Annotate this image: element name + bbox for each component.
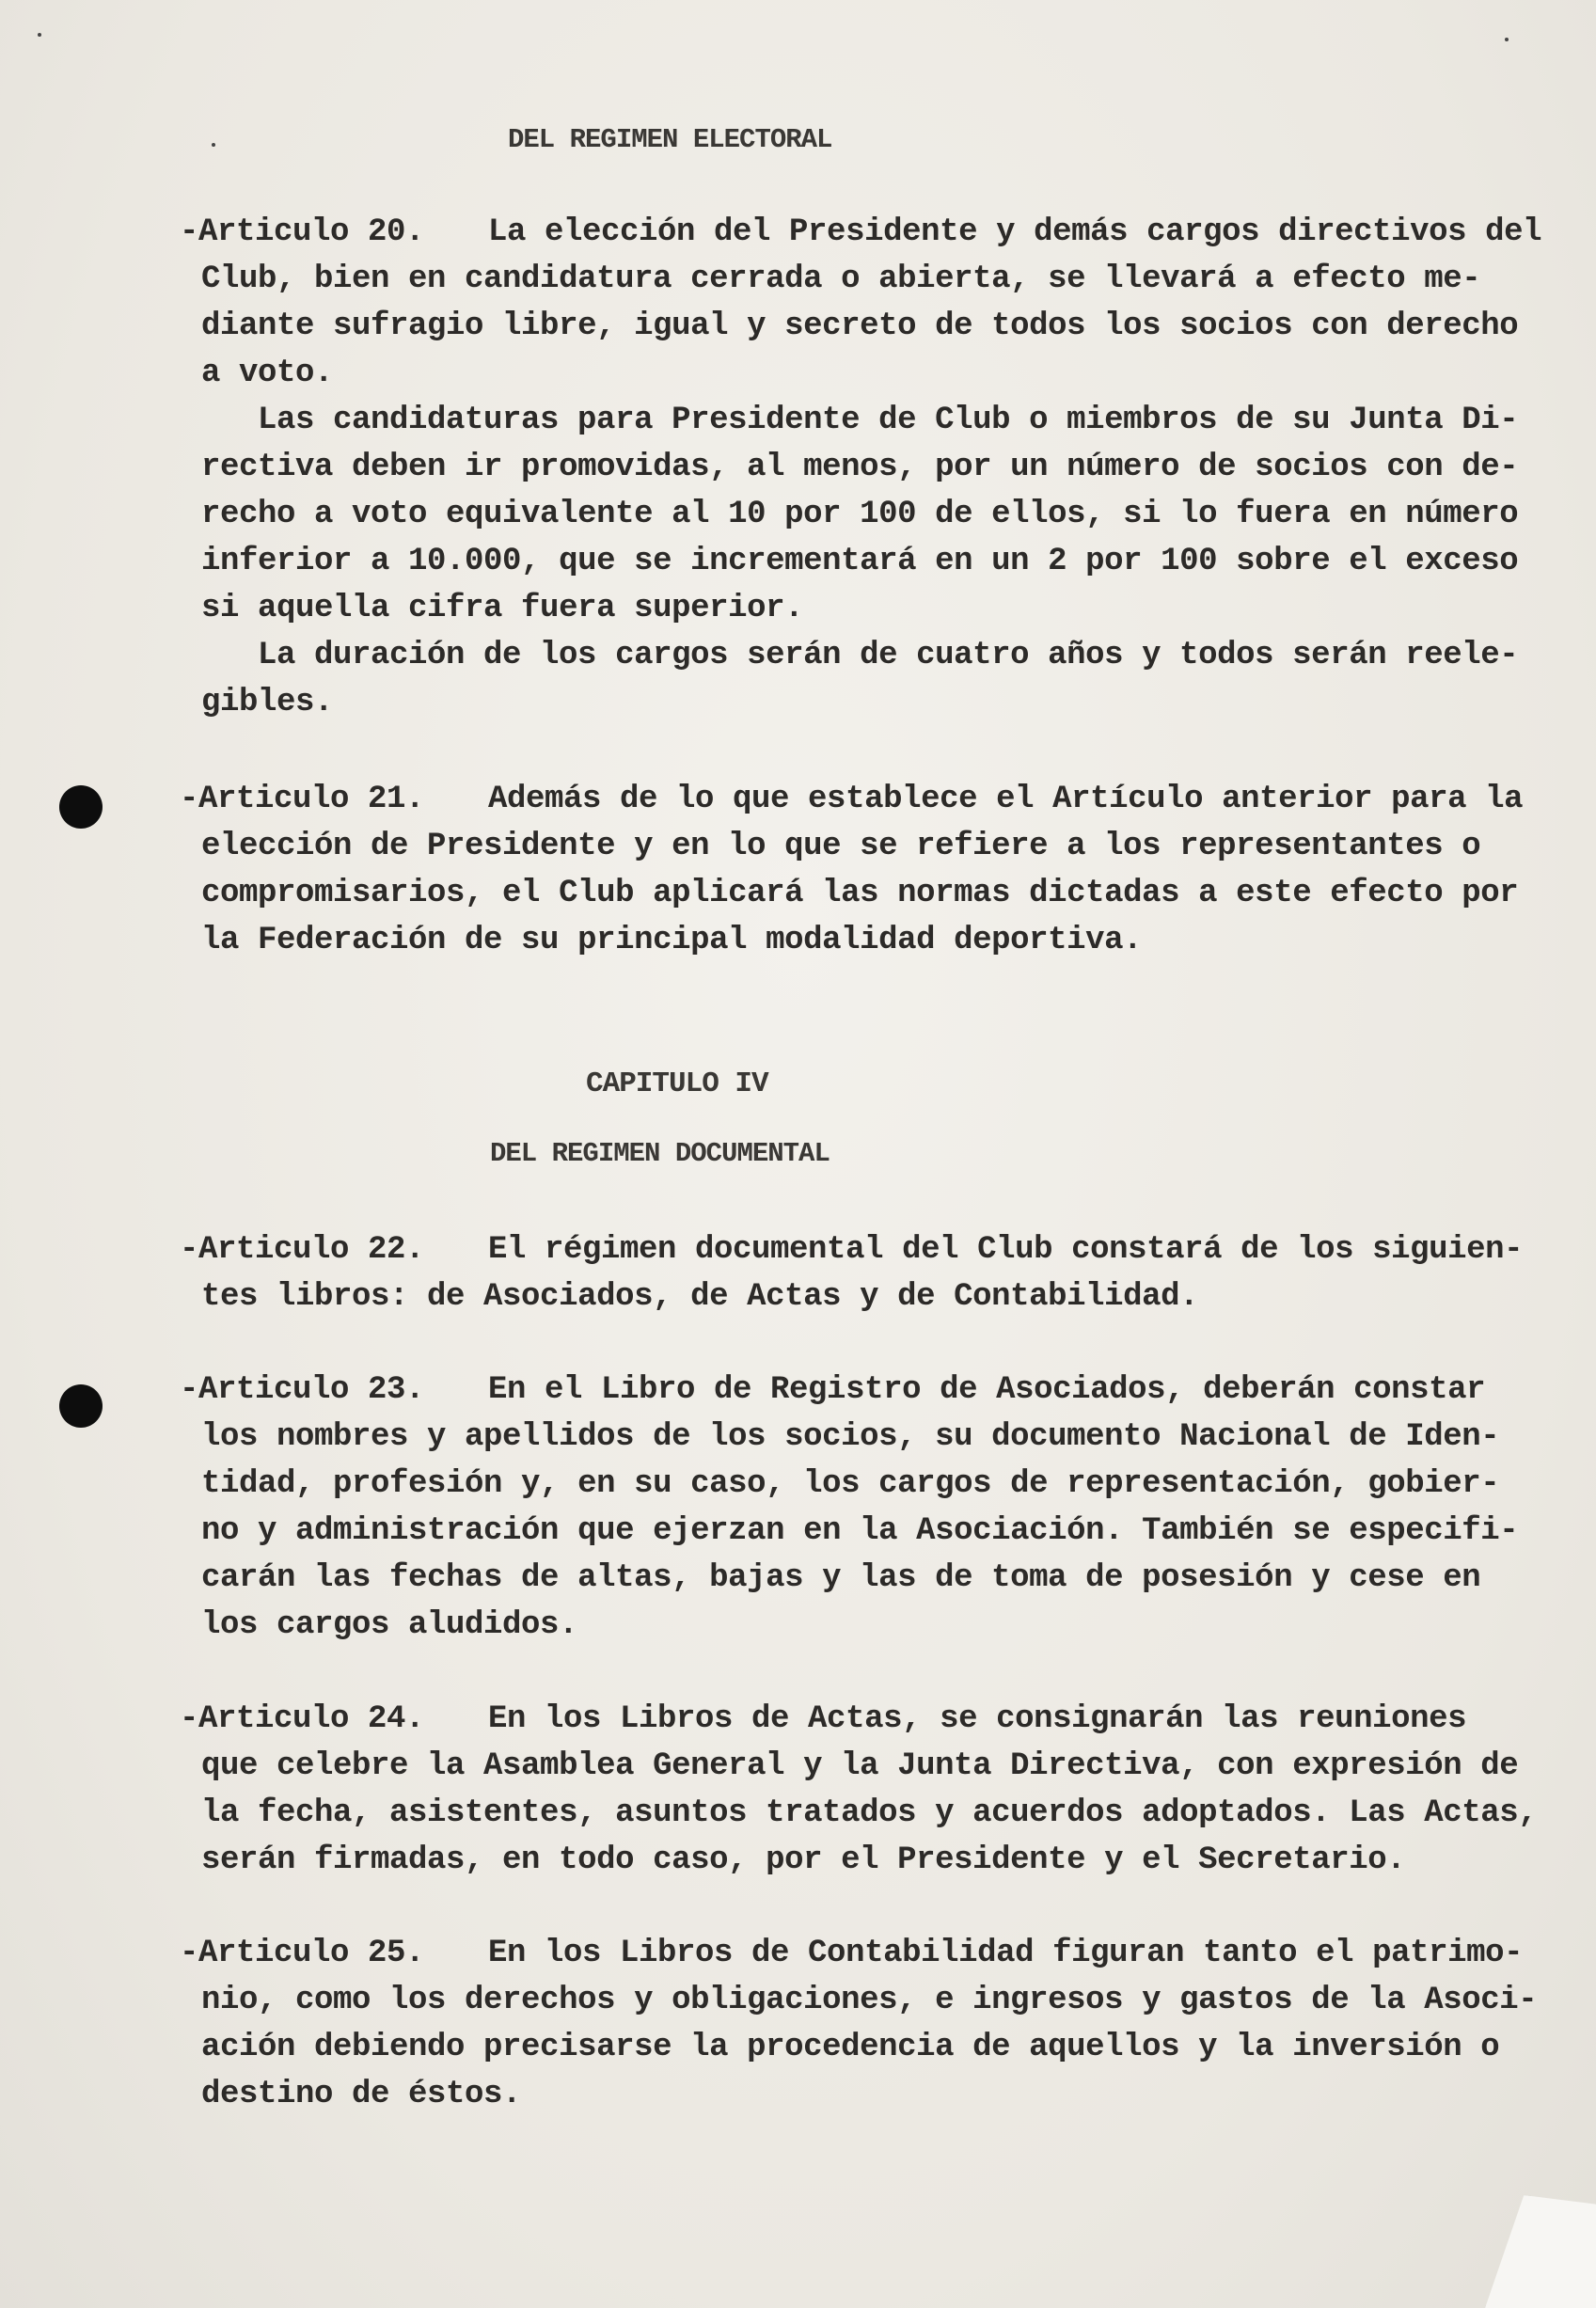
article-line: inferior a 10.000, que se incrementará en un 2 por 100 sobre el exceso [201,544,1519,579]
article-line [180,776,1572,823]
article-line: La duración de los cargos serán de cuatro años y todos serán reele- [258,638,1519,673]
speck [1505,38,1509,41]
article-line: a voto. [201,356,334,391]
article-line: si aquella cifra fuera superior. [201,591,804,626]
article-label: -Articulo 23. [180,1372,425,1408]
article-line: gibles. [201,685,334,720]
article-line: rectiva deben ir promovidas, al menos, por un número de socios con de- [201,450,1519,485]
article-line: la fecha, asistentes, asuntos tratados y acuerdos adoptados. Las Actas, [201,1795,1538,1831]
article-line [180,1930,1572,1977]
article-line: tes libros: de Asociados, de Actas y de Contabilidad. [201,1279,1199,1315]
chapter-title: DEL REGIMEN DOCUMENTAL [490,1138,830,1169]
article-line [180,1226,1572,1273]
section-title: DEL REGIMEN ELECTORAL [508,124,832,155]
article-line: los cargos aludidos. [201,1607,578,1643]
chapter-number: CAPITULO IV [586,1067,768,1100]
article-line: tidad, profesión y, en su caso, los cargos de representación, gobier- [201,1466,1500,1502]
article-23 [180,1367,1572,1649]
article-line: ación debiendo precisarse la procedencia de aquellos y la inversión o [201,2030,1500,2065]
article-text: La elección del Presidente y demás cargos directivos del [488,214,1542,250]
article-text: En el Libro de Registro de Asociados, deberán constar [488,1372,1486,1408]
article-line: serán firmadas, en todo caso, por el Presidente y el Secretario. [201,1842,1406,1878]
article-22 [180,1226,1572,1320]
article-line: carán las fechas de altas, bajas y las de toma de posesión y cese en [201,1560,1481,1596]
article-20 [180,209,1572,726]
folded-corner [1485,2195,1596,2308]
article-line: compromisarios, el Club aplicará las normas dictadas a este efecto por [201,876,1519,911]
article-text: En los Libros de Contabilidad figuran tanto el patrimo- [488,1936,1524,1971]
speck [212,143,215,147]
article-line: Club, bien en candidatura cerrada o abierta, se llevará a efecto me- [201,261,1481,297]
article-text: En los Libros de Actas, se consignarán las reuniones [488,1701,1467,1737]
article-line: elección de Presidente y en lo que se refiere a los representantes o [201,829,1481,864]
article-line: diante sufragio libre, igual y secreto de todos los socios con derecho [201,308,1519,344]
article-line: los nombres y apellidos de los socios, su documento Nacional de Iden- [201,1419,1500,1455]
article-label: -Articulo 22. [180,1232,425,1268]
article-label: -Articulo 25. [180,1936,425,1971]
article-label: -Articulo 20. [180,214,425,250]
article-line [180,209,1572,256]
article-24 [180,1696,1572,1884]
article-25 [180,1930,1572,2118]
article-line: la Federación de su principal modalidad deportiva. [201,923,1143,958]
punch-hole [59,785,103,829]
article-line: recho a voto equivalente al 10 por 100 de ellos, si lo fuera en número [201,497,1519,532]
article-label: -Articulo 21. [180,782,425,817]
article-line: destino de éstos. [201,2077,522,2112]
article-text: Además de lo que establece el Artículo anterior para la [488,782,1524,817]
article-line: que celebre la Asamblea General y la Junta Directiva, con expresión de [201,1748,1519,1784]
article-21 [180,776,1572,964]
article-line [180,1367,1572,1414]
article-text: El régimen documental del Club constará de los siguien- [488,1232,1524,1268]
article-line: no y administración que ejerzan en la Asociación. También se especifi- [201,1513,1519,1549]
article-line: Las candidaturas para Presidente de Club o miembros de su Junta Di- [258,403,1519,438]
article-line [180,1696,1572,1743]
article-label: -Articulo 24. [180,1701,425,1737]
punch-hole [59,1384,103,1428]
speck [38,33,41,37]
article-line: nio, como los derechos y obligaciones, e ingresos y gastos de la Asoci- [201,1983,1538,2018]
